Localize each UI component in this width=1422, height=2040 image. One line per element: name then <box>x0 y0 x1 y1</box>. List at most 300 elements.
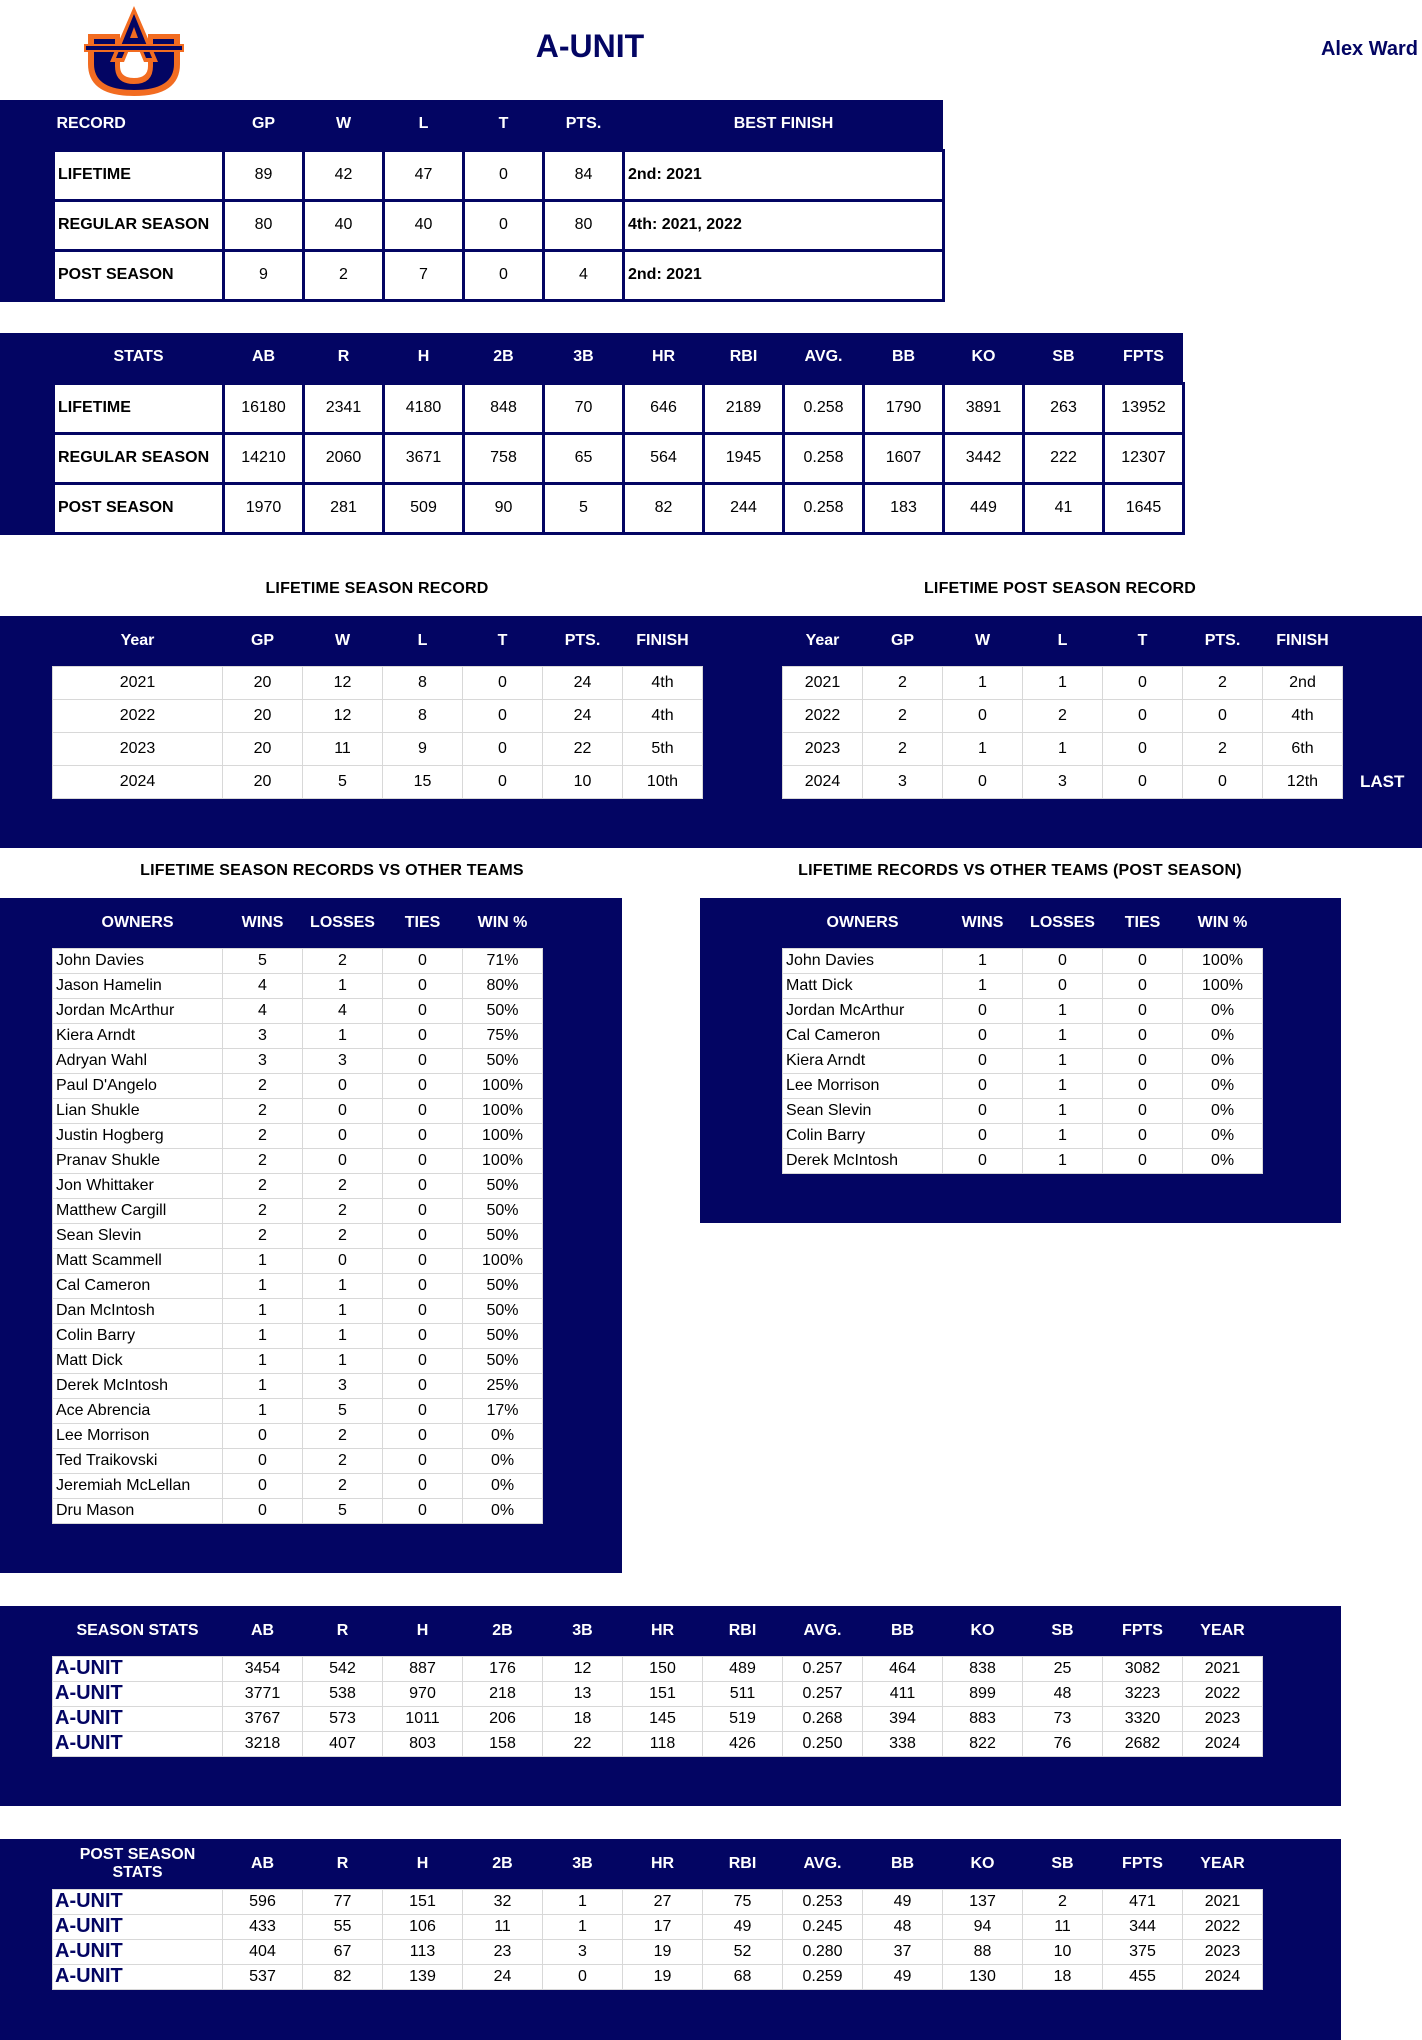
table-cell: 375 <box>1103 1939 1183 1964</box>
table-cell: 2189 <box>704 383 784 433</box>
table-cell: 519 <box>703 1706 783 1731</box>
row-label: POST SEASON <box>54 483 224 533</box>
table-cell: 2nd: 2021 <box>624 250 944 300</box>
column-header: Year <box>805 631 840 649</box>
table-cell: 113 <box>383 1939 463 1964</box>
table-cell: 0 <box>383 1023 463 1048</box>
table-cell: 537 <box>223 1964 303 1989</box>
column-header: L <box>417 631 428 649</box>
table-cell: 17% <box>463 1398 543 1423</box>
row-label: John Davies <box>53 948 223 973</box>
table-row <box>53 1298 543 1323</box>
table-cell: 158 <box>463 1731 543 1756</box>
column-header: FINISH <box>636 631 689 649</box>
column-header: AB <box>250 1854 275 1872</box>
table-cell: 2 <box>1023 699 1103 732</box>
column-header: BB <box>890 1621 915 1639</box>
table-cell: 5 <box>223 948 303 973</box>
table-cell: 5th <box>623 732 703 765</box>
row-label: Justin Hogberg <box>53 1123 223 1148</box>
table-cell: 404 <box>223 1939 303 1964</box>
table-cell: 0% <box>463 1448 543 1473</box>
table-cell: 50% <box>463 1173 543 1198</box>
table-cell: 1 <box>223 1398 303 1423</box>
table-cell: 2341 <box>304 383 384 433</box>
table-row <box>53 1048 543 1073</box>
table-cell: 0 <box>223 1498 303 1523</box>
table-cell: 0 <box>383 973 463 998</box>
column-header: SB <box>1051 1854 1074 1872</box>
table-cell: 0 <box>1103 973 1183 998</box>
table-cell: 0.257 <box>783 1656 863 1681</box>
table-cell: 0 <box>303 1248 383 1273</box>
table-cell: 1 <box>303 973 383 998</box>
table-cell: 338 <box>863 1731 943 1756</box>
table-cell: 0 <box>303 1073 383 1098</box>
table-row <box>53 732 703 765</box>
column-header: T <box>497 631 508 649</box>
table-cell: 3223 <box>1103 1681 1183 1706</box>
table-cell: 0 <box>943 699 1023 732</box>
column-header: 3B <box>572 1854 593 1872</box>
table-cell: 1 <box>303 1298 383 1323</box>
table-cell: 12th <box>1263 765 1343 798</box>
table-row <box>53 1323 543 1348</box>
table-cell: 206 <box>463 1706 543 1731</box>
table-cell: 71% <box>463 948 543 973</box>
table-cell: 89 <box>224 150 304 200</box>
row-label: 2023 <box>783 732 863 765</box>
table-cell: 0 <box>1023 948 1103 973</box>
table-cell: 17 <box>623 1914 703 1939</box>
column-header: LOSSES <box>310 913 375 931</box>
table-cell: 0 <box>1103 1098 1183 1123</box>
table-cell: 3 <box>303 1048 383 1073</box>
table-row <box>53 1731 1263 1756</box>
table-cell: 49 <box>703 1914 783 1939</box>
table-row <box>53 1656 1263 1681</box>
table-cell: 2 <box>863 732 943 765</box>
table-cell: 0.245 <box>783 1914 863 1939</box>
column-header: W <box>334 631 351 649</box>
row-label: 2024 <box>783 765 863 798</box>
table-cell: 7 <box>384 250 464 300</box>
table-cell: 94 <box>943 1914 1023 1939</box>
column-header: SB <box>1052 348 1075 366</box>
table-row <box>783 973 1263 998</box>
table-cell: 48 <box>1023 1681 1103 1706</box>
table-cell: 822 <box>943 1731 1023 1756</box>
table-cell: 244 <box>704 483 784 533</box>
table-cell: 100% <box>1183 948 1263 973</box>
table-cell: 0 <box>383 1473 463 1498</box>
table-cell: 0 <box>463 699 543 732</box>
table-cell: 573 <box>303 1706 383 1731</box>
table-cell: 0 <box>464 150 544 200</box>
table-row <box>53 948 543 973</box>
table-cell: 1 <box>303 1273 383 1298</box>
row-label: Derek McIntosh <box>783 1148 943 1173</box>
table-cell: 2 <box>223 1173 303 1198</box>
table-cell: 0 <box>464 200 544 250</box>
table-cell: 100% <box>463 1073 543 1098</box>
table-cell: 433 <box>223 1914 303 1939</box>
table-cell: 542 <box>303 1656 383 1681</box>
table-row <box>53 1398 543 1423</box>
column-header: SEASON STATS <box>76 1621 199 1639</box>
table-cell: 394 <box>863 1706 943 1731</box>
table-cell: 0 <box>383 948 463 973</box>
table-cell: 0 <box>383 1223 463 1248</box>
table-cell: 70 <box>544 383 624 433</box>
table-cell: 0.258 <box>784 383 864 433</box>
table-cell: 0 <box>1103 666 1183 699</box>
table-cell: 471 <box>1103 1889 1183 1914</box>
table-cell: 511 <box>703 1681 783 1706</box>
table-cell: 1 <box>223 1273 303 1298</box>
table-cell: 12 <box>543 1656 623 1681</box>
column-header: PTS. <box>564 631 601 649</box>
table-cell: 1970 <box>224 483 304 533</box>
column-header: KO <box>971 348 996 366</box>
table-cell: 25% <box>463 1373 543 1398</box>
post-record-header-row <box>783 616 1343 666</box>
table-cell: 970 <box>383 1681 463 1706</box>
table-cell: 1 <box>943 732 1023 765</box>
table-row <box>783 765 1343 798</box>
table-cell: 449 <box>944 483 1024 533</box>
column-header: AB <box>250 1621 275 1639</box>
row-label: Dru Mason <box>53 1498 223 1523</box>
table-cell: 137 <box>943 1889 1023 1914</box>
table-cell: 75 <box>703 1889 783 1914</box>
table-cell: 0 <box>943 1023 1023 1048</box>
table-row <box>54 150 944 200</box>
row-label: 2022 <box>783 699 863 732</box>
row-label: POST SEASON <box>54 250 224 300</box>
row-label: A-UNIT <box>53 1681 223 1706</box>
table-cell: 19 <box>623 1964 703 1989</box>
row-label: Dan McIntosh <box>53 1298 223 1323</box>
table-row <box>53 1448 543 1473</box>
column-header: BB <box>891 348 916 366</box>
row-label: Ace Abrencia <box>53 1398 223 1423</box>
table-row <box>53 973 543 998</box>
table-cell: 0 <box>383 1423 463 1448</box>
table-row <box>783 948 1263 973</box>
table-cell: 222 <box>1024 433 1104 483</box>
table-cell: 2 <box>223 1073 303 1098</box>
row-label: 2021 <box>53 666 223 699</box>
row-label: Ted Traikovski <box>53 1448 223 1473</box>
row-label: Matt Scammell <box>53 1248 223 1273</box>
table-cell: 1645 <box>1104 483 1184 533</box>
table-cell: 15 <box>383 765 463 798</box>
table-cell: 12307 <box>1104 433 1184 483</box>
table-row <box>53 666 703 699</box>
table-cell: 19 <box>623 1939 703 1964</box>
table-cell: 3320 <box>1103 1706 1183 1731</box>
column-header: AVG. <box>803 1854 842 1872</box>
table-cell: 803 <box>383 1731 463 1756</box>
column-header: FPTS <box>1122 1854 1163 1872</box>
table-cell: 40 <box>304 200 384 250</box>
table-cell: 5 <box>303 1498 383 1523</box>
season-record-title: LIFETIME SEASON RECORD <box>265 580 489 597</box>
table-cell: 4 <box>223 998 303 1023</box>
season-stats-table <box>52 1606 1263 1757</box>
owner-name: Alex Ward <box>1320 38 1418 60</box>
table-cell: 0 <box>303 1123 383 1148</box>
table-cell: 176 <box>463 1656 543 1681</box>
table-cell: 2 <box>1183 732 1263 765</box>
table-cell: 2022 <box>1183 1914 1263 1939</box>
table-cell: 0 <box>943 998 1023 1023</box>
table-cell: 0 <box>383 1048 463 1073</box>
table-row <box>53 1373 543 1398</box>
table-cell: 3891 <box>944 383 1024 433</box>
column-header: BB <box>890 1854 915 1872</box>
table-cell: 75% <box>463 1023 543 1048</box>
table-cell: 838 <box>943 1656 1023 1681</box>
table-cell: 5 <box>303 1398 383 1423</box>
table-cell: 3218 <box>223 1731 303 1756</box>
table-cell: 145 <box>623 1706 703 1731</box>
table-cell: 3454 <box>223 1656 303 1681</box>
table-cell: 6th <box>1263 732 1343 765</box>
table-cell: 20 <box>223 699 303 732</box>
table-cell: 1 <box>543 1889 623 1914</box>
season-record-table <box>52 616 703 799</box>
column-header: T <box>498 115 509 133</box>
column-header: H <box>416 1854 429 1872</box>
vs-teams-table <box>52 898 543 1524</box>
table-cell: 2060 <box>304 433 384 483</box>
table-cell: 0 <box>1103 1123 1183 1148</box>
table-cell: 0 <box>383 1073 463 1098</box>
table-cell: 9 <box>224 250 304 300</box>
table-cell: 2 <box>303 948 383 973</box>
row-label: Jason Hamelin <box>53 973 223 998</box>
column-header: L <box>1057 631 1068 649</box>
table-cell: 2023 <box>1183 1706 1263 1731</box>
table-cell: 0% <box>1183 1123 1263 1148</box>
table-row <box>53 1223 543 1248</box>
table-cell: 2024 <box>1183 1964 1263 1989</box>
season-record-header-row <box>53 616 703 666</box>
row-label: REGULAR SEASON <box>54 433 224 483</box>
table-row <box>783 1073 1263 1098</box>
table-cell: 2 <box>304 250 384 300</box>
table-cell: 0 <box>383 1373 463 1398</box>
table-cell: 848 <box>464 383 544 433</box>
row-label: Matt Dick <box>53 1348 223 1373</box>
table-cell: 2 <box>223 1198 303 1223</box>
table-cell: 11 <box>303 732 383 765</box>
table-row <box>783 1123 1263 1148</box>
table-cell: 426 <box>703 1731 783 1756</box>
row-label: Kiera Arndt <box>783 1048 943 1073</box>
table-cell: 0 <box>223 1473 303 1498</box>
table-cell: 2 <box>863 666 943 699</box>
table-cell: 0 <box>463 765 543 798</box>
column-header: H <box>416 1621 429 1639</box>
table-row <box>53 1198 543 1223</box>
table-cell: 20 <box>223 732 303 765</box>
table-cell: 4 <box>544 250 624 300</box>
vs-teams-header-row <box>53 898 543 948</box>
table-cell: 0 <box>943 1123 1023 1148</box>
table-cell: 596 <box>223 1889 303 1914</box>
table-cell: 1 <box>543 1914 623 1939</box>
row-label: Sean Slevin <box>53 1223 223 1248</box>
column-header: FPTS <box>1122 1621 1163 1639</box>
table-cell: 0 <box>223 1423 303 1448</box>
table-cell: 0 <box>943 1148 1023 1173</box>
row-label: Lee Morrison <box>783 1073 943 1098</box>
table-cell: 1 <box>1023 998 1103 1023</box>
table-cell: 407 <box>303 1731 383 1756</box>
table-cell: 55 <box>303 1914 383 1939</box>
row-label: A-UNIT <box>53 1706 223 1731</box>
table-cell: 2 <box>223 1223 303 1248</box>
column-header: HR <box>650 1854 675 1872</box>
table-cell: 130 <box>943 1964 1023 1989</box>
table-row <box>53 1248 543 1273</box>
row-label: 2022 <box>53 699 223 732</box>
table-cell: 4180 <box>384 383 464 433</box>
auburn-au-logo <box>80 4 188 98</box>
table-cell: 16180 <box>224 383 304 433</box>
table-cell: 24 <box>463 1964 543 1989</box>
column-header: RBI <box>729 348 758 366</box>
row-label: LIFETIME <box>54 383 224 433</box>
table-cell: 49 <box>863 1889 943 1914</box>
post-stats-header-row <box>53 1839 1263 1889</box>
table-cell: 0 <box>383 1173 463 1198</box>
table-cell: 509 <box>384 483 464 533</box>
column-header: AB <box>251 348 276 366</box>
table-cell: 0 <box>464 250 544 300</box>
table-row <box>783 732 1343 765</box>
row-label: Paul D'Angelo <box>53 1073 223 1098</box>
table-cell: 3 <box>223 1048 303 1073</box>
stats-table <box>52 333 1185 535</box>
table-row <box>53 1173 543 1198</box>
table-cell: 263 <box>1024 383 1104 433</box>
table-row <box>53 1423 543 1448</box>
table-cell: 0 <box>383 1098 463 1123</box>
table-cell: 899 <box>943 1681 1023 1706</box>
table-row <box>53 1273 543 1298</box>
table-cell: 0 <box>1103 948 1183 973</box>
table-cell: 489 <box>703 1656 783 1681</box>
table-cell: 9 <box>383 732 463 765</box>
table-cell: 100% <box>463 1123 543 1148</box>
table-cell: 1 <box>303 1348 383 1373</box>
table-row <box>783 1023 1263 1048</box>
row-label: Matt Dick <box>783 973 943 998</box>
table-cell: 42 <box>304 150 384 200</box>
table-cell: 0% <box>463 1423 543 1448</box>
table-cell: 2 <box>1183 666 1263 699</box>
row-label: 2021 <box>783 666 863 699</box>
column-header: R <box>337 348 350 366</box>
row-label: Matthew Cargill <box>53 1198 223 1223</box>
table-row <box>53 1914 1263 1939</box>
table-row <box>53 699 703 732</box>
column-header: OWNERS <box>826 913 899 931</box>
table-cell: 0 <box>303 1148 383 1173</box>
table-cell: 0% <box>1183 1023 1263 1048</box>
table-cell: 0.268 <box>783 1706 863 1731</box>
table-cell: 281 <box>304 483 384 533</box>
column-header: AVG. <box>804 348 843 366</box>
table-cell: 150 <box>623 1656 703 1681</box>
table-cell: 0 <box>463 732 543 765</box>
page-title: A-UNIT <box>535 28 645 64</box>
table-cell: 67 <box>303 1939 383 1964</box>
table-cell: 88 <box>943 1939 1023 1964</box>
table-cell: 2nd <box>1263 666 1343 699</box>
table-cell: 3767 <box>223 1706 303 1731</box>
table-cell: 1 <box>1023 1098 1103 1123</box>
table-cell: 2021 <box>1183 1889 1263 1914</box>
row-label: Jon Whittaker <box>53 1173 223 1198</box>
table-cell: 22 <box>543 1731 623 1756</box>
table-cell: 25 <box>1023 1656 1103 1681</box>
table-cell: 2021 <box>1183 1656 1263 1681</box>
table-cell: 3771 <box>223 1681 303 1706</box>
table-cell: 2 <box>303 1173 383 1198</box>
table-cell: 100% <box>463 1098 543 1123</box>
table-cell: 0 <box>383 1148 463 1173</box>
row-label: Colin Barry <box>783 1123 943 1148</box>
table-cell: 27 <box>623 1889 703 1914</box>
record-header-row <box>54 100 944 150</box>
table-cell: 0.253 <box>783 1889 863 1914</box>
table-cell: 0 <box>303 1098 383 1123</box>
table-cell: 151 <box>383 1889 463 1914</box>
table-cell: 2024 <box>1183 1731 1263 1756</box>
table-cell: 50% <box>463 1048 543 1073</box>
table-cell: 0 <box>383 1323 463 1348</box>
table-cell: 1 <box>1023 1148 1103 1173</box>
column-header: HR <box>651 348 676 366</box>
table-cell: 3082 <box>1103 1656 1183 1681</box>
post-stats-table <box>52 1839 1263 1990</box>
table-cell: 1 <box>1023 1048 1103 1073</box>
row-label: Derek McIntosh <box>53 1373 223 1398</box>
table-cell: 2 <box>303 1223 383 1248</box>
table-cell: 0 <box>943 1073 1023 1098</box>
table-cell: 2 <box>303 1198 383 1223</box>
table-cell: 2682 <box>1103 1731 1183 1756</box>
column-header: 3B <box>572 1621 593 1639</box>
table-cell: 0 <box>383 1348 463 1373</box>
table-cell: 0 <box>543 1964 623 1989</box>
table-cell: 2nd: 2021 <box>624 150 944 200</box>
table-row <box>783 699 1343 732</box>
table-cell: 0 <box>1103 1073 1183 1098</box>
column-header: RECORD <box>56 115 126 133</box>
row-label: LIFETIME <box>54 150 224 200</box>
table-cell: 5 <box>303 765 383 798</box>
table-cell: 0 <box>1103 1048 1183 1073</box>
table-cell: 22 <box>543 732 623 765</box>
stats-header-row <box>54 333 1184 383</box>
table-row <box>783 1098 1263 1123</box>
